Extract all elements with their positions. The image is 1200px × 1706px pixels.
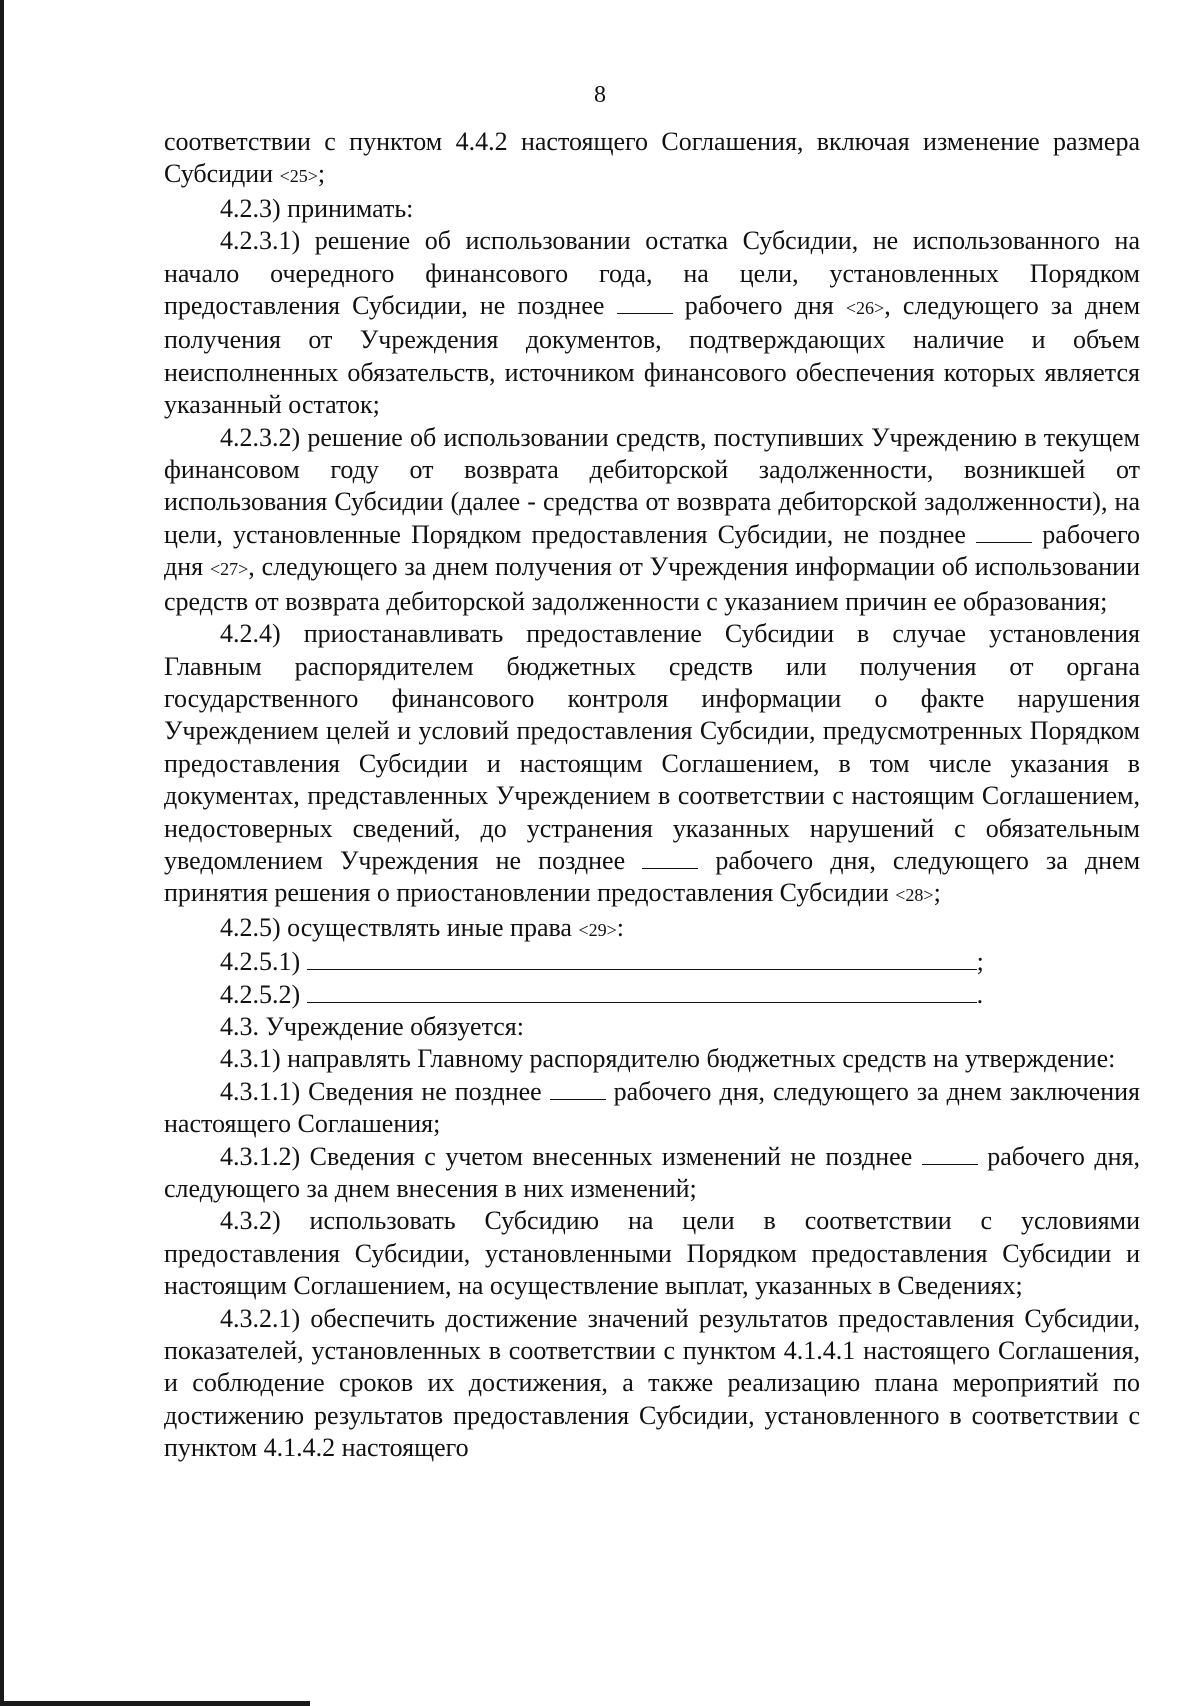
paragraph-4-3-1-2: 4.3.1.2) Сведения с учетом внесенных изменений не позднее рабочего дня, следующего за днем внесения в них изменений; [164,1141,1141,1203]
paragraph-4-2-3-2: 4.2.3.2) решение об использовании средств, поступивших Учреждению в текущем финансовом году от возврата дебиторской задолженности, возникшей от использования Субсидии (далее - средства от возврата дебиторской задолженности), на цели, установленные Порядком предоставления Субсидии, не позднее рабочего дня <27>, следующего за днем получения от Учреждения информации об использовании средств от возврата дебиторской задолженности с указанием причин ее образования; [164,422,1141,616]
blank-field [307,947,977,970]
paragraph-4-2-3-1: 4.2.3.1) решение об использовании остатка Субсидии, не использованного на начало очередного финансового года, на цели, установленных Порядком предоставления Субсидии, не позднее рабочего дня <26>, следующего за днем получения от Учреждения документов, подтверждающих наличие и объем неисполненных обязательств, источником финансового обеспечения которых является указанный остаток; [164,226,1141,420]
paragraph-4-3: 4.3. Учреждение обязуется: [220,1011,524,1041]
paragraph-continuation: соответствии с пунктом 4.4.2 настоящего Соглашения, включая изменение размера Субсидии <25>; [164,127,1140,189]
document-body [164,126,1140,1465]
footnote-ref: <28> [895,885,934,906]
blank-field [922,1142,978,1165]
footnote-ref: <26> [845,298,885,319]
blank-field [550,1077,606,1100]
page-number: 8 [594,82,606,108]
footnote-ref: <27> [209,559,249,580]
paragraph-4-3-1: 4.3.1) направлять Главному распорядителю бюджетных средств на утверждение: [220,1044,1116,1074]
paragraph-4-3-2: 4.3.2) использовать Субсидию на цели в соответствии с условиями предоставления Субсидии, установленными Порядком предоставления Субсидии и настоящим Соглашением, на осуществление выплат, указанных в Сведениях; [164,1206,1140,1301]
footnote-ref: <29> [578,919,617,940]
paragraph-4-2-5: 4.2.5) осуществлять иные права <29>: [220,912,625,942]
scan-edge-left [0,0,4,1706]
blank-field [976,520,1032,543]
blank-field [617,291,673,314]
paragraph-4-2-4: 4.2.4) приостанавливать предоставление Субсидии в случае установления Главным распорядителем бюджетных средств или получения от органа государственного финансового контроля информации о факте нарушения Учреждением целей и условий предоставления Субсидии, предусмотренных Порядком предоставления Субсидии и настоящим Соглашением, в том числе указания в документах, представленных Учреждением в соответствии с настоящим Соглашением, недостоверных сведений, до устранения указанных нарушений с обязательным уведомлением Учреждения не позднее рабочего дня, следующего за днем принятия решения о приостановлении предоставления Субсидии <28>; [164,619,1141,908]
blank-field [307,980,977,1003]
paragraph-4-2-5-1: 4.2.5.1) ; [220,947,984,977]
paragraph-4-3-1-1: 4.3.1.1) Сведения не позднее рабочего дня, следующего за днем заключения настоящего Соглашения; [164,1076,1141,1139]
blank-field [642,846,698,869]
footnote-ref: <25> [279,166,318,187]
paragraph-4-2-3: 4.2.3) принимать: [220,193,414,223]
scan-edge-bottom [0,1701,310,1706]
paragraph-4-2-5-2: 4.2.5.2) . [220,979,984,1009]
paragraph-4-3-2-1: 4.3.2.1) обеспечить достижение значений результатов предоставления Субсидии, показателей, установленных в соответствии с пунктом 4.1.4.1 настоящего Соглашения, и соблюдение сроков их достижения, а также реализацию плана мероприятий по достижению результатов предоставления Субсидии, установленного в соответствии с пунктом 4.1.4.2 настоящего [164,1303,1140,1463]
